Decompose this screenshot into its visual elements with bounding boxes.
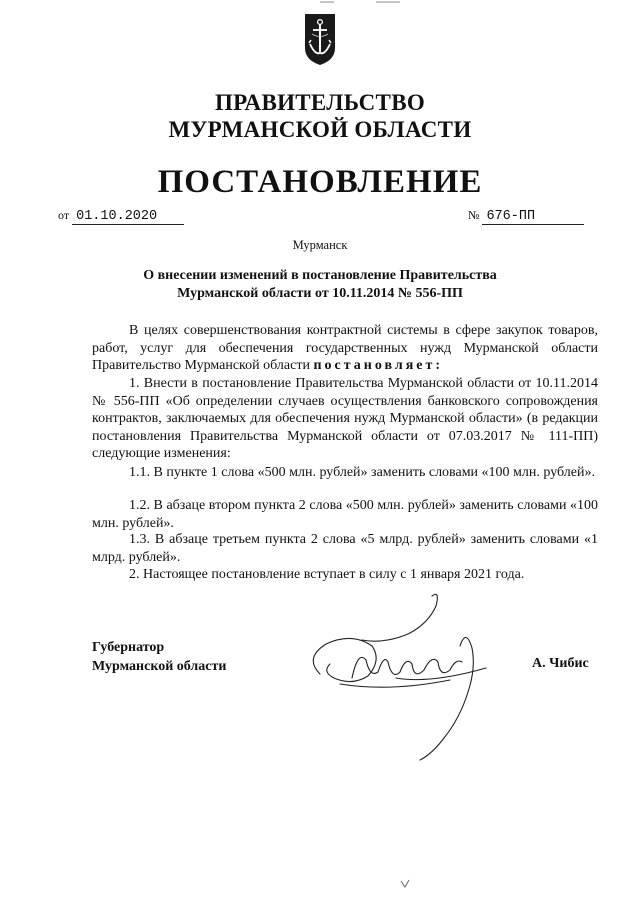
signatory-position bbox=[92, 638, 226, 676]
government-title: ПРАВИТЕЛЬСТВО bbox=[214, 90, 426, 115]
signatory-name: А. Чибис bbox=[532, 656, 589, 671]
handwritten-signature bbox=[300, 588, 500, 768]
government-region: МУРМАНСКОЙ ОБЛАСТИ bbox=[168, 117, 472, 142]
coat-of-arms-icon bbox=[303, 12, 337, 66]
position-line-2: Мурманской области bbox=[92, 659, 227, 674]
city: Мурманск bbox=[292, 238, 348, 252]
number-value: 676-ПП bbox=[482, 209, 584, 225]
date-prefix: от bbox=[58, 208, 70, 222]
paragraph-1-3: 1.3. В абзаце третьем пункта 2 слова «5 млрд. рублей» заменить словами «1 млрд. рублей». bbox=[92, 532, 598, 565]
paragraph-1-1: 1.1. В пункте 1 слова «500 млн. рублей» заменить словами «100 млн. рублей». bbox=[129, 465, 595, 480]
number-field bbox=[468, 208, 584, 225]
number-prefix: № bbox=[468, 208, 480, 222]
position-line-1: Губернатор bbox=[92, 640, 165, 655]
document-subject: О внесении изменений в постановление Правительства Мурманской области от 10.11.2014 № 556-ПП bbox=[143, 268, 497, 301]
preamble-text: В целях совершенствования контрактной системы в сфере закупок товаров, работ, услуг для обеспечения государственных нужд Мурманской области Правительство Мурманской области bbox=[92, 323, 598, 374]
resolves-word: постановляет: bbox=[313, 358, 444, 374]
document-type: ПОСТАНОВЛЕНИЕ bbox=[157, 164, 483, 200]
scan-marks bbox=[320, 0, 420, 6]
paragraph-1-2: 1.2. В абзаце втором пункта 2 слова «500 млн. рублей» заменить словами «100 млн. рублей». bbox=[92, 498, 598, 531]
date-field bbox=[58, 208, 184, 225]
paragraph-2: 2. Настоящее постановление вступает в силу с 1 января 2021 года. bbox=[129, 567, 525, 582]
paragraph-preamble bbox=[92, 322, 598, 375]
paragraph-1: 1. Внести в постановление Правительства Мурманской области от 10.11.2014 № 556-ПП «Об определении случаев осуществления банковского сопровождения контрактов, заключаемых для обеспечения нужд Мурманской области» (в редакции постановления Правительства Мурманской области от 07.03.2017 № 111-ПП) следующие изменения: bbox=[92, 376, 598, 462]
date-value: 01.10.2020 bbox=[72, 209, 184, 225]
scan-mark-icon bbox=[398, 877, 412, 891]
